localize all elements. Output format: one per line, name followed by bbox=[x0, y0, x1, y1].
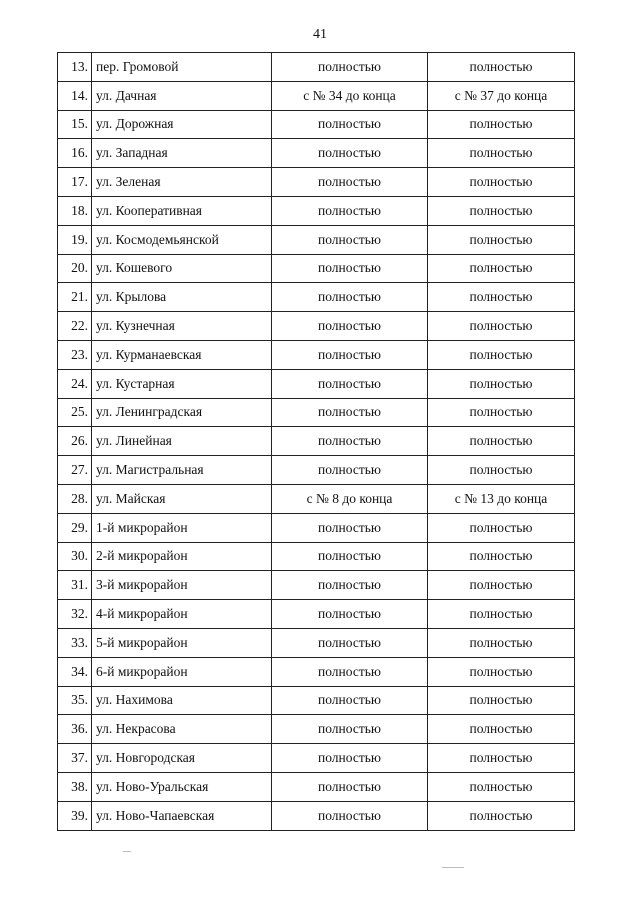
row-number-cell: 28. bbox=[58, 484, 92, 513]
odd-side-cell: полностью bbox=[428, 542, 575, 571]
even-side-cell: полностью bbox=[272, 801, 428, 830]
row-number-cell: 13. bbox=[58, 53, 92, 82]
table-row bbox=[58, 600, 575, 629]
even-side-cell: полностью bbox=[272, 542, 428, 571]
row-number-cell: 15. bbox=[58, 110, 92, 139]
table-row bbox=[58, 686, 575, 715]
street-name-cell: ул. Линейная bbox=[92, 427, 272, 456]
street-name-cell: 3-й микрорайон bbox=[92, 571, 272, 600]
even-side-cell: полностью bbox=[272, 196, 428, 225]
row-number-cell: 19. bbox=[58, 225, 92, 254]
table-row bbox=[58, 53, 575, 82]
street-name-cell: ул. Ново-Уральская bbox=[92, 772, 272, 801]
street-name-cell: ул. Ново-Чапаевская bbox=[92, 801, 272, 830]
table-row bbox=[58, 456, 575, 485]
table-row bbox=[58, 81, 575, 110]
scan-artifact bbox=[123, 851, 131, 852]
odd-side-cell: полностью bbox=[428, 254, 575, 283]
table-row bbox=[58, 513, 575, 542]
street-name-cell: ул. Кузнечная bbox=[92, 312, 272, 341]
street-name-cell: ул. Крылова bbox=[92, 283, 272, 312]
row-number-cell: 32. bbox=[58, 600, 92, 629]
scan-artifact bbox=[442, 867, 464, 868]
odd-side-cell: с № 13 до конца bbox=[428, 484, 575, 513]
even-side-cell: полностью bbox=[272, 715, 428, 744]
table-row bbox=[58, 283, 575, 312]
even-side-cell: полностью bbox=[272, 744, 428, 773]
even-side-cell: с № 34 до конца bbox=[272, 81, 428, 110]
even-side-cell: полностью bbox=[272, 225, 428, 254]
street-name-cell: ул. Майская bbox=[92, 484, 272, 513]
row-number-cell: 29. bbox=[58, 513, 92, 542]
odd-side-cell: полностью bbox=[428, 427, 575, 456]
even-side-cell: полностью bbox=[272, 513, 428, 542]
street-name-cell: ул. Дачная bbox=[92, 81, 272, 110]
even-side-cell: полностью bbox=[272, 168, 428, 197]
table-row bbox=[58, 801, 575, 830]
even-side-cell: полностью bbox=[272, 657, 428, 686]
street-name-cell: ул. Кооперативная bbox=[92, 196, 272, 225]
even-side-cell: полностью bbox=[272, 312, 428, 341]
odd-side-cell: с № 37 до конца bbox=[428, 81, 575, 110]
street-name-cell: 6-й микрорайон bbox=[92, 657, 272, 686]
even-side-cell: полностью bbox=[272, 628, 428, 657]
odd-side-cell: полностью bbox=[428, 772, 575, 801]
street-name-cell: ул. Нахимова bbox=[92, 686, 272, 715]
street-name-cell: пер. Громовой bbox=[92, 53, 272, 82]
row-number-cell: 23. bbox=[58, 340, 92, 369]
odd-side-cell: полностью bbox=[428, 369, 575, 398]
even-side-cell: полностью bbox=[272, 53, 428, 82]
row-number-cell: 38. bbox=[58, 772, 92, 801]
page-number: 41 bbox=[313, 27, 327, 42]
even-side-cell: полностью bbox=[272, 456, 428, 485]
even-side-cell: полностью bbox=[272, 571, 428, 600]
row-number-cell: 20. bbox=[58, 254, 92, 283]
odd-side-cell: полностью bbox=[428, 513, 575, 542]
even-side-cell: полностью bbox=[272, 600, 428, 629]
odd-side-cell: полностью bbox=[428, 686, 575, 715]
street-name-cell: ул. Кошевого bbox=[92, 254, 272, 283]
streets-table-body bbox=[58, 53, 575, 831]
row-number-cell: 26. bbox=[58, 427, 92, 456]
row-number-cell: 31. bbox=[58, 571, 92, 600]
odd-side-cell: полностью bbox=[428, 110, 575, 139]
street-name-cell: 5-й микрорайон bbox=[92, 628, 272, 657]
street-name-cell: 2-й микрорайон bbox=[92, 542, 272, 571]
odd-side-cell: полностью bbox=[428, 340, 575, 369]
row-number-cell: 25. bbox=[58, 398, 92, 427]
row-number-cell: 16. bbox=[58, 139, 92, 168]
row-number-cell: 30. bbox=[58, 542, 92, 571]
table-row bbox=[58, 312, 575, 341]
row-number-cell: 27. bbox=[58, 456, 92, 485]
even-side-cell: полностью bbox=[272, 139, 428, 168]
odd-side-cell: полностью bbox=[428, 53, 575, 82]
streets-table bbox=[57, 52, 575, 831]
row-number-cell: 36. bbox=[58, 715, 92, 744]
table-row bbox=[58, 715, 575, 744]
table-row bbox=[58, 254, 575, 283]
odd-side-cell: полностью bbox=[428, 283, 575, 312]
row-number-cell: 14. bbox=[58, 81, 92, 110]
row-number-cell: 35. bbox=[58, 686, 92, 715]
street-name-cell: ул. Магистральная bbox=[92, 456, 272, 485]
row-number-cell: 21. bbox=[58, 283, 92, 312]
row-number-cell: 34. bbox=[58, 657, 92, 686]
even-side-cell: полностью bbox=[272, 110, 428, 139]
even-side-cell: полностью bbox=[272, 369, 428, 398]
table-row bbox=[58, 571, 575, 600]
table-row bbox=[58, 772, 575, 801]
street-name-cell: ул. Дорожная bbox=[92, 110, 272, 139]
even-side-cell: полностью bbox=[272, 340, 428, 369]
row-number-cell: 24. bbox=[58, 369, 92, 398]
even-side-cell: с № 8 до конца bbox=[272, 484, 428, 513]
row-number-cell: 22. bbox=[58, 312, 92, 341]
table-row bbox=[58, 744, 575, 773]
street-name-cell: 1-й микрорайон bbox=[92, 513, 272, 542]
street-name-cell: ул. Кустарная bbox=[92, 369, 272, 398]
row-number-cell: 37. bbox=[58, 744, 92, 773]
table-row bbox=[58, 225, 575, 254]
odd-side-cell: полностью bbox=[428, 196, 575, 225]
odd-side-cell: полностью bbox=[428, 225, 575, 254]
street-name-cell: ул. Западная bbox=[92, 139, 272, 168]
even-side-cell: полностью bbox=[272, 283, 428, 312]
odd-side-cell: полностью bbox=[428, 168, 575, 197]
table-row bbox=[58, 628, 575, 657]
odd-side-cell: полностью bbox=[428, 312, 575, 341]
street-name-cell: ул. Космодемьянской bbox=[92, 225, 272, 254]
table-row bbox=[58, 340, 575, 369]
odd-side-cell: полностью bbox=[428, 600, 575, 629]
odd-side-cell: полностью bbox=[428, 571, 575, 600]
row-number-cell: 39. bbox=[58, 801, 92, 830]
odd-side-cell: полностью bbox=[428, 628, 575, 657]
table-row bbox=[58, 657, 575, 686]
odd-side-cell: полностью bbox=[428, 398, 575, 427]
even-side-cell: полностью bbox=[272, 772, 428, 801]
table-row bbox=[58, 168, 575, 197]
street-name-cell: 4-й микрорайон bbox=[92, 600, 272, 629]
odd-side-cell: полностью bbox=[428, 715, 575, 744]
table-row bbox=[58, 196, 575, 225]
table-row bbox=[58, 110, 575, 139]
odd-side-cell: полностью bbox=[428, 139, 575, 168]
row-number-cell: 18. bbox=[58, 196, 92, 225]
row-number-cell: 33. bbox=[58, 628, 92, 657]
street-name-cell: ул. Курманаевская bbox=[92, 340, 272, 369]
table-row bbox=[58, 369, 575, 398]
odd-side-cell: полностью bbox=[428, 744, 575, 773]
street-name-cell: ул. Зеленая bbox=[92, 168, 272, 197]
table-row bbox=[58, 427, 575, 456]
street-name-cell: ул. Ленинградская bbox=[92, 398, 272, 427]
odd-side-cell: полностью bbox=[428, 657, 575, 686]
street-name-cell: ул. Новгородская bbox=[92, 744, 272, 773]
even-side-cell: полностью bbox=[272, 686, 428, 715]
odd-side-cell: полностью bbox=[428, 456, 575, 485]
table-row bbox=[58, 139, 575, 168]
even-side-cell: полностью bbox=[272, 254, 428, 283]
odd-side-cell: полностью bbox=[428, 801, 575, 830]
table-row bbox=[58, 484, 575, 513]
even-side-cell: полностью bbox=[272, 427, 428, 456]
row-number-cell: 17. bbox=[58, 168, 92, 197]
even-side-cell: полностью bbox=[272, 398, 428, 427]
table-row bbox=[58, 542, 575, 571]
table-row bbox=[58, 398, 575, 427]
street-name-cell: ул. Некрасова bbox=[92, 715, 272, 744]
